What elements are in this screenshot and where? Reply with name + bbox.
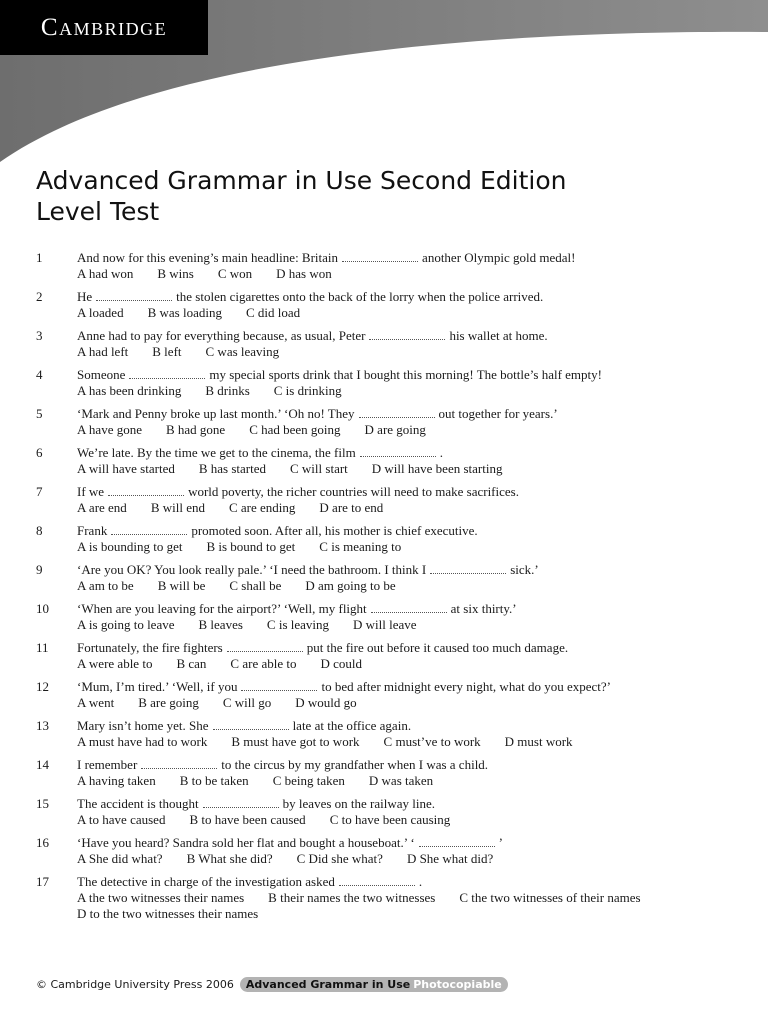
question-number: 6 xyxy=(36,445,43,460)
question-number: 14 xyxy=(36,757,49,772)
answer-option: A am to be xyxy=(77,578,134,593)
question-item xyxy=(0,757,768,789)
question-text-before: Anne had to pay for everything because, as usual, Peter xyxy=(77,328,366,343)
answer-blank xyxy=(241,680,317,691)
brand-text: Cambridge xyxy=(40,13,168,41)
question-text-after: late at the office again. xyxy=(292,718,412,733)
answer-option: D must work xyxy=(504,734,573,749)
answer-option: D to the two witnesses their names xyxy=(77,906,259,921)
question-text xyxy=(77,367,617,383)
copyright: © Cambridge University Press 2006 xyxy=(36,978,234,991)
question-number: 17 xyxy=(36,874,49,889)
question-text xyxy=(77,640,617,656)
answer-blank xyxy=(141,758,217,769)
answer-option: C is drinking xyxy=(273,383,342,398)
question-text-after: another Olympic gold medal! xyxy=(422,250,576,265)
answer-option: C did load xyxy=(245,305,301,320)
question-item xyxy=(0,328,768,360)
answer-option: A loaded xyxy=(77,305,124,320)
answer-option: D could xyxy=(320,656,363,671)
answer-blank xyxy=(213,719,289,730)
answer-option: C had been going xyxy=(249,422,341,437)
answer-option: D are going xyxy=(364,422,426,437)
question-text-before: ‘Mum, I’m tired.’ ‘Well, if you xyxy=(77,679,238,694)
answer-options xyxy=(77,383,768,399)
answer-blank xyxy=(203,797,279,808)
answer-option: B drinks xyxy=(205,383,250,398)
answer-option: B their names the two witnesses xyxy=(268,890,436,905)
question-item xyxy=(0,445,768,477)
footer-badge-title: Advanced Grammar in Use xyxy=(245,978,411,991)
question-text-before: And now for this evening’s main headline: Britain xyxy=(77,250,339,265)
answer-options xyxy=(77,812,768,828)
answer-options xyxy=(77,695,768,711)
answer-option: C being taken xyxy=(272,773,345,788)
answer-option: A having taken xyxy=(77,773,156,788)
question-text-after: to bed after midnight every night, what do you expect?’ xyxy=(321,679,611,694)
question-text-after: world poverty, the richer countries will need to make sacrifices. xyxy=(188,484,519,499)
answer-option: B to have been caused xyxy=(189,812,306,827)
answer-options xyxy=(77,773,768,789)
answer-blank xyxy=(108,485,184,496)
answer-options xyxy=(77,578,768,594)
answer-option: D will have been starting xyxy=(371,461,503,476)
question-text-before: ‘Mark and Penny broke up last month.’ ‘Oh no! They xyxy=(77,406,355,421)
answer-options xyxy=(77,617,768,633)
answer-option: B has started xyxy=(198,461,266,476)
question-text xyxy=(77,679,617,695)
answer-options xyxy=(77,461,768,477)
answer-option: D She what did? xyxy=(406,851,494,866)
question-text xyxy=(77,406,617,422)
answer-options xyxy=(77,734,768,750)
question-item xyxy=(0,484,768,516)
question-text-before: Someone xyxy=(77,367,126,382)
question-item xyxy=(0,250,768,282)
answer-option: B wins xyxy=(157,266,194,281)
answer-option: B are going xyxy=(138,695,199,710)
page-title xyxy=(36,165,567,227)
question-text-before: ‘When are you leaving for the airport?’ ‘Well, my flight xyxy=(77,601,367,616)
question-text xyxy=(77,445,617,461)
answer-option: B to be taken xyxy=(179,773,249,788)
question-text-after: at six thirty.’ xyxy=(450,601,517,616)
question-number: 7 xyxy=(36,484,43,499)
question-item xyxy=(0,874,768,922)
answer-option: C won xyxy=(217,266,253,281)
answer-option: C shall be xyxy=(229,578,282,593)
question-text xyxy=(77,718,617,734)
answer-option: D am going to be xyxy=(305,578,396,593)
answer-blank xyxy=(96,290,172,301)
question-text-after: . xyxy=(439,445,443,460)
answer-option: A is going to leave xyxy=(77,617,175,632)
question-text xyxy=(77,484,617,500)
question-text-before: We’re late. By the time we get to the cinema, the film xyxy=(77,445,356,460)
question-item xyxy=(0,406,768,438)
question-text-after: . xyxy=(418,874,423,889)
answer-option: D has won xyxy=(276,266,332,281)
answer-blank xyxy=(371,602,447,613)
question-text-before: Mary isn’t home yet. She xyxy=(77,718,209,733)
question-text-before: The accident is thought xyxy=(77,796,199,811)
answer-options xyxy=(77,422,768,438)
question-list xyxy=(0,250,768,929)
question-number: 15 xyxy=(36,796,49,811)
answer-options xyxy=(77,656,768,672)
answer-option: A were able to xyxy=(77,656,153,671)
question-text-after: promoted soon. After all, his mother is chief executive. xyxy=(191,523,478,538)
answer-option: C Did she what? xyxy=(296,851,383,866)
footer-badge-photocopiable: Photocopiable xyxy=(413,978,502,991)
answer-option: A has been drinking xyxy=(77,383,182,398)
answer-blank xyxy=(430,563,506,574)
title-line-1: Advanced Grammar in Use Second Edition xyxy=(36,166,567,195)
question-text-after: sick.’ xyxy=(510,562,539,577)
question-text-before: Fortunately, the fire fighters xyxy=(77,640,223,655)
question-text-before: He xyxy=(77,289,93,304)
answer-option: B will be xyxy=(157,578,206,593)
answer-option: D would go xyxy=(295,695,357,710)
question-text xyxy=(77,250,617,266)
question-text xyxy=(77,835,617,851)
answer-option: A have gone xyxy=(77,422,142,437)
question-text xyxy=(77,523,617,539)
answer-option: A had won xyxy=(77,266,134,281)
question-number: 16 xyxy=(36,835,49,850)
answer-blank xyxy=(360,446,436,457)
question-number: 9 xyxy=(36,562,43,577)
question-text-after: ’ xyxy=(498,835,503,850)
answer-option: D will leave xyxy=(353,617,417,632)
question-text xyxy=(77,328,617,344)
answer-option: A are end xyxy=(77,500,127,515)
question-text xyxy=(77,874,617,890)
answer-options xyxy=(77,344,768,360)
question-text-after: my special sports drink that I bought this morning! The bottle’s half empty! xyxy=(209,367,602,382)
question-item xyxy=(0,640,768,672)
question-text xyxy=(77,757,617,773)
answer-options xyxy=(77,539,768,555)
answer-blank xyxy=(342,251,418,262)
answer-option: A She did what? xyxy=(77,851,163,866)
answer-option: C must’ve to work xyxy=(383,734,481,749)
answer-options xyxy=(77,500,768,516)
answer-option: C are ending xyxy=(228,500,296,515)
answer-blank xyxy=(339,875,415,886)
title-line-2: Level Test xyxy=(36,197,160,226)
answer-options xyxy=(77,305,768,321)
question-text xyxy=(77,289,617,305)
question-number: 10 xyxy=(36,601,49,616)
answer-option: B had gone xyxy=(165,422,226,437)
answer-option: C is meaning to xyxy=(319,539,402,554)
question-text-before: ‘Have you heard? Sandra sold her flat and bought a houseboat.’ ‘ xyxy=(77,835,415,850)
answer-option: B must have got to work xyxy=(231,734,360,749)
answer-options xyxy=(77,266,768,282)
answer-option: A went xyxy=(77,695,115,710)
question-text-before: I remember xyxy=(77,757,138,772)
answer-option: B can xyxy=(176,656,207,671)
answer-option: B is bound to get xyxy=(206,539,296,554)
answer-options xyxy=(77,851,768,867)
answer-option: C was leaving xyxy=(205,344,280,359)
question-text-after: out together for years.’ xyxy=(438,406,558,421)
question-number: 13 xyxy=(36,718,49,733)
question-text-after: to the circus by my grandfather when I was a child. xyxy=(221,757,489,772)
question-item xyxy=(0,523,768,555)
answer-option: B What she did? xyxy=(186,851,273,866)
question-item xyxy=(0,679,768,711)
question-number: 5 xyxy=(36,406,43,421)
question-item xyxy=(0,601,768,633)
answer-option: C will start xyxy=(290,461,348,476)
answer-blank xyxy=(111,524,187,535)
question-item xyxy=(0,289,768,321)
question-text xyxy=(77,601,617,617)
cambridge-logo xyxy=(0,0,208,55)
footer xyxy=(36,977,508,992)
answer-option: B will end xyxy=(150,500,205,515)
answer-option: A is bounding to get xyxy=(77,539,183,554)
answer-option: B was loading xyxy=(147,305,222,320)
question-item xyxy=(0,367,768,399)
question-text-before: If we xyxy=(77,484,105,499)
answer-blank xyxy=(419,836,495,847)
answer-option: A to have caused xyxy=(77,812,166,827)
answer-blank xyxy=(359,407,435,418)
answer-option: A had left xyxy=(77,344,129,359)
answer-option: B left xyxy=(152,344,182,359)
question-text-before: ‘Are you OK? You look really pale.’ ‘I need the bathroom. I think I xyxy=(77,562,427,577)
question-text-after: by leaves on the railway line. xyxy=(282,796,436,811)
answer-option: C the two witnesses of their names xyxy=(459,890,641,905)
answer-option: C are able to xyxy=(230,656,297,671)
question-number: 3 xyxy=(36,328,43,343)
answer-option: C will go xyxy=(222,695,272,710)
answer-blank xyxy=(227,641,303,652)
question-text xyxy=(77,796,617,812)
question-number: 2 xyxy=(36,289,43,304)
answer-option: A must have had to work xyxy=(77,734,208,749)
answer-option: D are to end xyxy=(319,500,384,515)
header-band xyxy=(0,0,768,170)
question-number: 12 xyxy=(36,679,49,694)
answer-option: A will have started xyxy=(77,461,175,476)
answer-option: C to have been causing xyxy=(329,812,451,827)
question-number: 8 xyxy=(36,523,43,538)
question-item xyxy=(0,796,768,828)
answer-blank xyxy=(129,368,205,379)
question-text-after: the stolen cigarettes onto the back of the lorry when the police arrived. xyxy=(176,289,544,304)
question-text-before: Frank xyxy=(77,523,108,538)
question-number: 4 xyxy=(36,367,43,382)
answer-option: C is leaving xyxy=(266,617,330,632)
answer-options xyxy=(77,890,768,922)
question-text-before: The detective in charge of the investigation asked xyxy=(77,874,335,889)
question-text xyxy=(77,562,617,578)
question-number: 1 xyxy=(36,250,43,265)
question-item xyxy=(0,562,768,594)
question-text-after: his wallet at home. xyxy=(449,328,548,343)
question-number: 11 xyxy=(36,640,49,655)
question-item xyxy=(0,835,768,867)
answer-option: A the two witnesses their names xyxy=(77,890,245,905)
question-item xyxy=(0,718,768,750)
question-text-after: put the fire out before it caused too much damage. xyxy=(306,640,569,655)
footer-badge xyxy=(240,977,508,992)
answer-blank xyxy=(369,329,445,340)
answer-option: B leaves xyxy=(198,617,243,632)
answer-option: D was taken xyxy=(368,773,434,788)
